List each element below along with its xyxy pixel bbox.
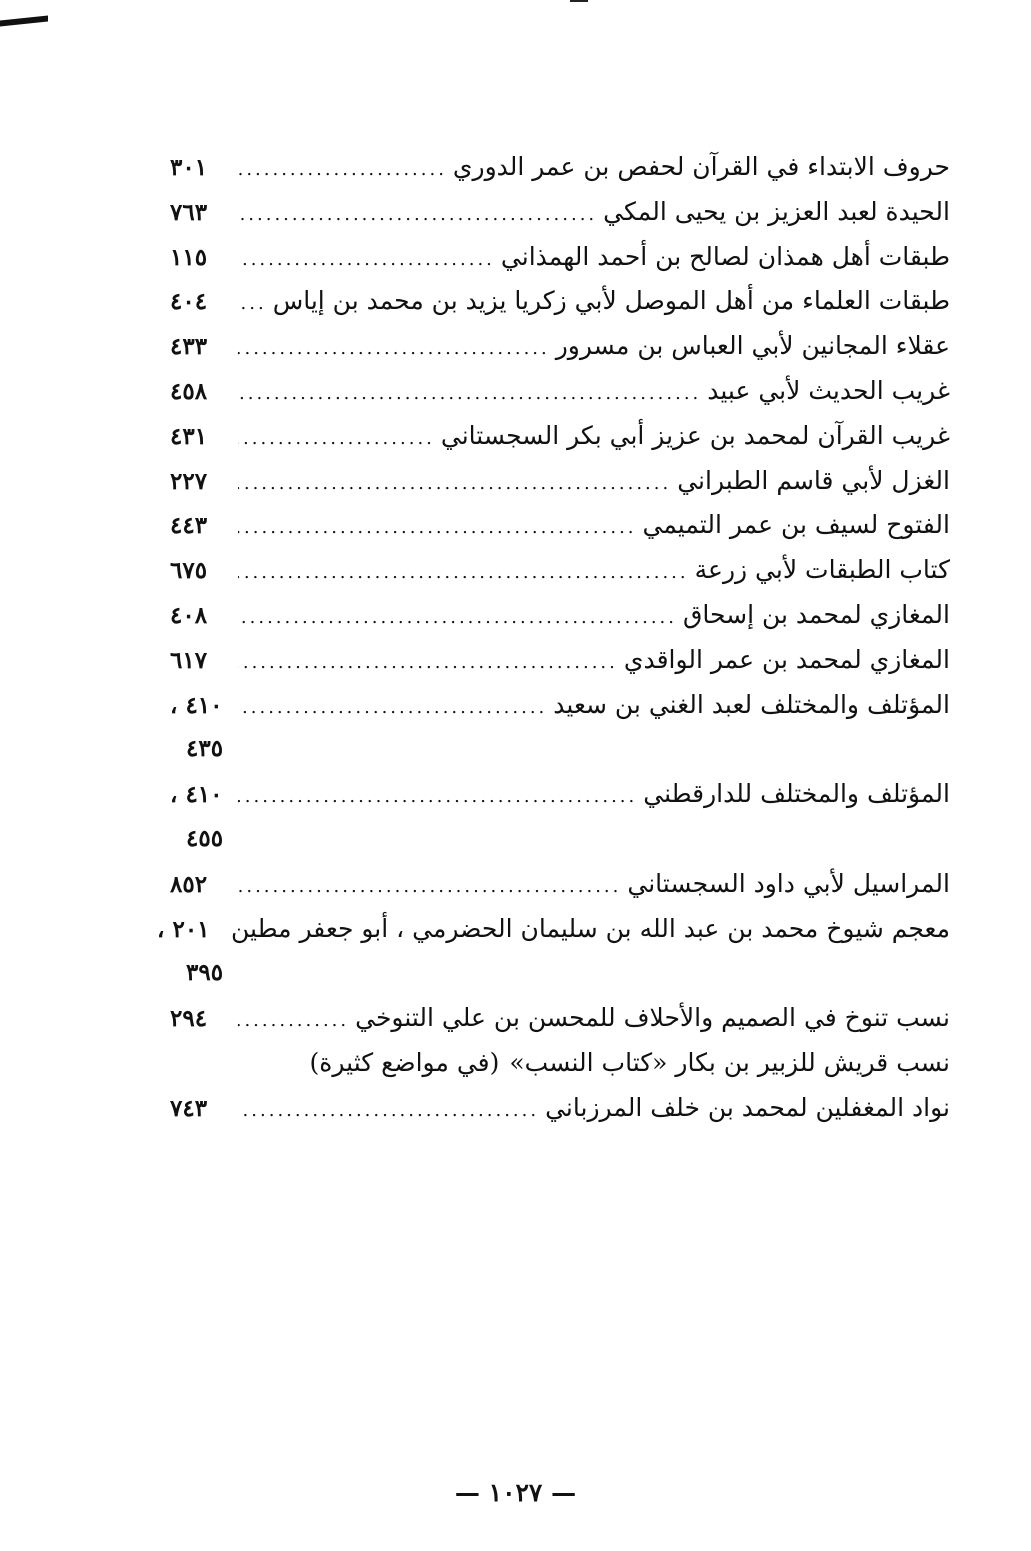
entry-title: المؤتلف والمختلف للدارقطني — [643, 779, 950, 809]
index-entry — [170, 1086, 950, 1131]
entry-title: طبقات العلماء من أهل الموصل لأبي زكريا يزيد بن محمد بن إياس — [272, 286, 950, 316]
dot-leader — [238, 462, 671, 507]
entry-page-continuation: ٤٥٥ — [186, 824, 224, 852]
entry-page-number: ٣٠١ — [170, 154, 208, 181]
entry-page-number: ٧٤٣ — [170, 1094, 208, 1122]
entry-title: المراسيل لأبي داود السجستاني — [627, 868, 950, 898]
entry-page-number: ٤١٠ ، — [170, 781, 223, 809]
index-entry-row — [170, 145, 950, 190]
index-entry — [170, 1041, 950, 1086]
dot-leader — [238, 999, 349, 1044]
entry-title: نواد المغفلين لمحمد بن خلف المرزباني — [545, 1092, 950, 1122]
index-entry — [170, 145, 950, 190]
entry-title: طبقات أهل همذان لصالح بن أحمد الهمذاني — [500, 241, 950, 271]
entry-title: الفتوح لسيف بن عمر التميمي — [642, 510, 950, 540]
entry-page-number: ٦١٧ — [170, 646, 208, 674]
index-entry — [170, 996, 950, 1041]
index-entry-row — [170, 414, 950, 459]
index-entry-row — [170, 459, 950, 504]
index-entry-row — [170, 593, 950, 638]
entry-page-number: ٢٠١ ، — [157, 915, 210, 943]
index-entry — [170, 414, 950, 459]
entry-page-number: ٤٤٣ — [170, 512, 208, 540]
dot-leader — [238, 551, 689, 596]
entry-title: كتاب الطبقات لأبي زرعة — [694, 555, 950, 585]
dot-leader — [238, 865, 621, 910]
index-entry-row — [170, 862, 950, 907]
corner-scan-mark — [0, 15, 48, 26]
entry-title: غريب القرآن لمحمد بن عزيز أبي بكر السجستاني — [440, 420, 950, 450]
index-entry-row — [170, 503, 950, 548]
index-entry-row — [170, 1086, 950, 1131]
index-entry-row — [170, 772, 950, 817]
index-entry-row — [170, 369, 950, 414]
dot-leader — [238, 327, 550, 372]
index-entry-row — [157, 907, 950, 952]
index-entry-row — [170, 548, 950, 593]
entry-note: (في مواضع كثيرة) — [309, 1047, 500, 1077]
dot-leader — [238, 775, 637, 820]
dot-leader — [238, 596, 677, 641]
index-list — [157, 145, 950, 1131]
entry-page-number: ٤٣١ — [170, 422, 208, 450]
dot-leader — [238, 148, 447, 193]
entry-page-number: ٢٢٧ — [170, 467, 208, 495]
dot-leader — [238, 238, 495, 283]
index-entry — [170, 235, 950, 280]
index-entry-row — [170, 996, 950, 1041]
page-number-footer: — ١٠٢٧ — — [454, 1478, 577, 1507]
entry-page-number: ٦٧٥ — [170, 557, 208, 585]
index-entry — [170, 593, 950, 638]
index-entry — [170, 683, 950, 773]
entry-page-continuation: ٤٣٥ — [186, 735, 224, 763]
dot-leader — [238, 282, 267, 327]
entry-title: المؤتلف والمختلف لعبد الغني بن سعيد — [553, 689, 950, 719]
index-entry — [170, 190, 950, 235]
index-entry-row — [170, 1041, 950, 1086]
dot-leader — [238, 1089, 539, 1134]
index-entry — [170, 638, 950, 683]
dot-leader — [238, 417, 435, 462]
index-entry-row — [170, 638, 950, 683]
index-entry-row — [170, 683, 950, 728]
index-entry — [170, 324, 950, 369]
index-entry-row — [170, 324, 950, 369]
dot-leader — [238, 506, 637, 551]
entry-page-number: ٤٥٨ — [170, 377, 208, 405]
index-entry — [170, 772, 950, 862]
entry-page-number: ٤٣٣ — [170, 333, 208, 361]
entry-page-number: ٤٠٨ — [170, 601, 208, 629]
top-tick-mark — [570, 0, 588, 2]
index-entry-row — [170, 235, 950, 280]
entry-page-continuation: ٣٩٥ — [186, 959, 224, 987]
index-entry-row — [170, 190, 950, 235]
entry-page-number: ٧٦٣ — [170, 198, 208, 226]
index-entry — [170, 459, 950, 504]
entry-page-number: ٨٥٢ — [170, 870, 208, 898]
dot-leader — [238, 193, 597, 238]
entry-page-number: ٤٠٤ — [170, 288, 208, 316]
entry-title: معجم شيوخ محمد بن عبد الله بن سليمان الحضرمي ، أبو جعفر مطين — [231, 913, 950, 943]
entry-title: نسب قريش للزبير بن بكار «كتاب النسب» — [509, 1047, 950, 1077]
index-entry-row — [170, 279, 950, 324]
index-entry — [170, 548, 950, 593]
index-entry — [170, 862, 950, 907]
entry-title: المغازي لمحمد بن إسحاق — [683, 599, 950, 629]
index-entry — [170, 503, 950, 548]
entry-title: المغازي لمحمد بن عمر الواقدي — [623, 644, 950, 674]
dot-leader — [238, 641, 618, 686]
entry-title: عقلاء المجانين لأبي العباس بن مسرور — [555, 331, 950, 361]
index-entry — [157, 907, 950, 997]
entry-title: حروف الابتداء في القرآن لحفص بن عمر الدوري — [452, 152, 950, 181]
dot-leader — [238, 372, 701, 417]
entry-page-number: ٢٩٤ — [170, 1005, 208, 1033]
entry-title: الغزل لأبي قاسم الطبراني — [677, 465, 950, 495]
index-entry — [170, 369, 950, 414]
entry-title: نسب تنوخ في الصميم والأحلاف للمحسن بن علي التنوخي — [355, 1003, 950, 1033]
entry-title: الحيدة لعبد العزيز بن يحيى المكي — [603, 196, 950, 226]
entry-page-number: ١١٥ — [170, 243, 208, 271]
entry-title: غريب الحديث لأبي عبيد — [707, 375, 950, 405]
dot-leader — [238, 686, 547, 731]
entry-page-number: ٤١٠ ، — [170, 691, 223, 719]
index-entry — [170, 279, 950, 324]
